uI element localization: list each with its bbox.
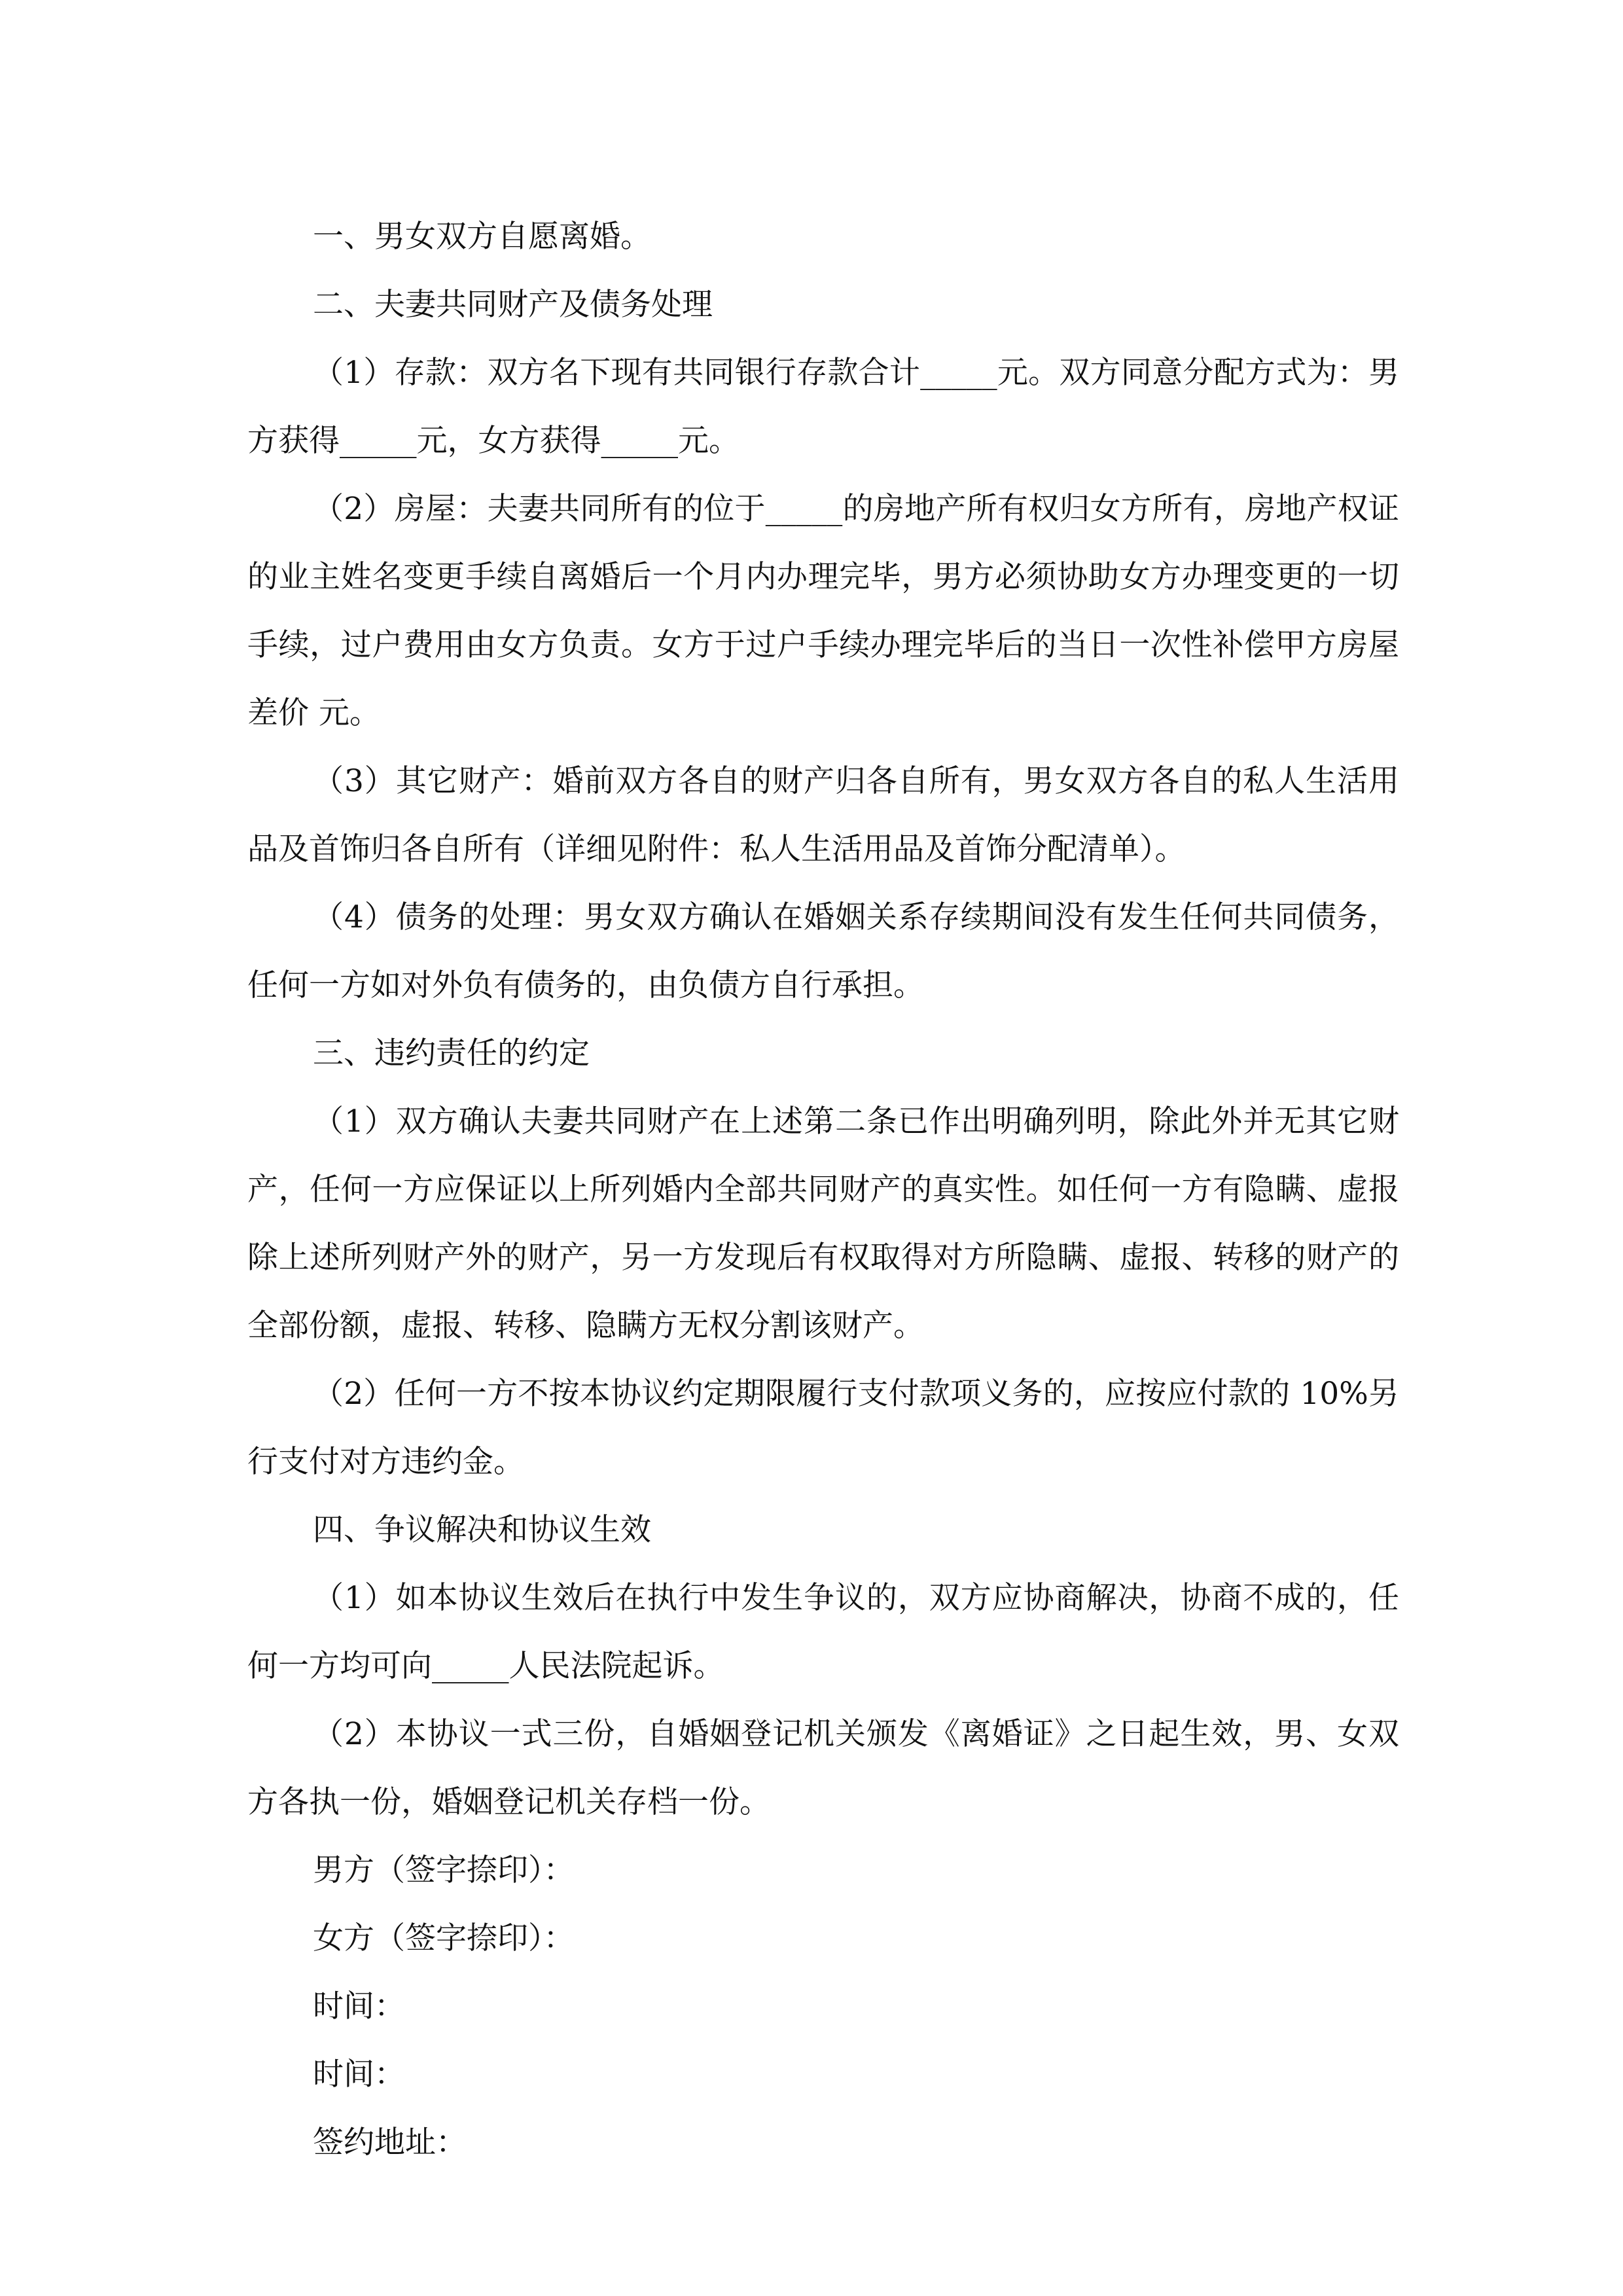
clause-2-1-deposits: （1）存款：双方名下现有共同银行存款合计_____元。双方同意分配方式为：男方获得_____元，女方获得_____元。 — [247, 355, 1399, 459]
document-body — [247, 203, 1399, 2177]
signature-line-female: 女方（签字捺印）： — [313, 1920, 575, 1956]
date-line-1: 时间： — [313, 1988, 405, 2024]
section-heading-3: 三、违约责任的约定 — [313, 1035, 590, 1071]
clause-4-1-disputes: （1）如本协议生效后在执行中发生争议的，双方应协商解决，协商不成的，任何一方均可向_____人民法院起诉。 — [247, 1580, 1399, 1684]
signing-address-line: 签约地址： — [313, 2125, 467, 2161]
clause-3-2-penalty: （2）任何一方不按本协议约定期限履行支付款项义务的，应按应付款的 10%另行支付对方违约金。 — [247, 1376, 1399, 1480]
clause-2-3-other-property: （3）其它财产：婚前双方各自的财产归各自所有，男女双方各自的私人生活用品及首饰归各自所有（详细见附件：私人生活用品及首饰分配清单）。 — [247, 763, 1399, 867]
signature-line-male: 男方（签字捺印）： — [313, 1852, 575, 1888]
clause-3-1-disclosure: （1）双方确认夫妻共同财产在上述第二条已作出明确列明，除此外并无其它财产，任何一方应保证以上所列婚内全部共同财产的真实性。如任何一方有隐瞒、虚报除上述所列财产外的财产，另一方发现后有权取得对方所隐瞒、虚报、转移的财产的全部份额，虚报、转移、隐瞒方无权分割该财产。 — [247, 1103, 1399, 1344]
section-heading-2: 二、夫妻共同财产及债务处理 — [313, 287, 713, 323]
section-heading-1: 一、男女双方自愿离婚。 — [313, 219, 651, 255]
section-heading-4: 四、争议解决和协议生效 — [313, 1512, 651, 1548]
clause-2-2-housing: （2）房屋：夫妻共同所有的位于_____的房地产所有权归女方所有，房地产权证的业主姓名变更手续自离婚后一个月内办理完毕，男方必须协助女方办理变更的一切手续，过户费用由女方负责。女方于过户手续办理完毕后的当日一次性补偿甲方房屋差价 元。 — [247, 491, 1399, 731]
clause-4-2-effectiveness: （2）本协议一式三份，自婚姻登记机关颁发《离婚证》之日起生效，男、女双方各执一份，婚姻登记机关存档一份。 — [247, 1716, 1399, 1820]
date-line-2: 时间： — [313, 2056, 405, 2092]
clause-2-4-debts: （4）债务的处理：男女双方确认在婚姻关系存续期间没有发生任何共同债务，任何一方如对外负有债务的，由负债方自行承担。 — [247, 899, 1399, 1003]
